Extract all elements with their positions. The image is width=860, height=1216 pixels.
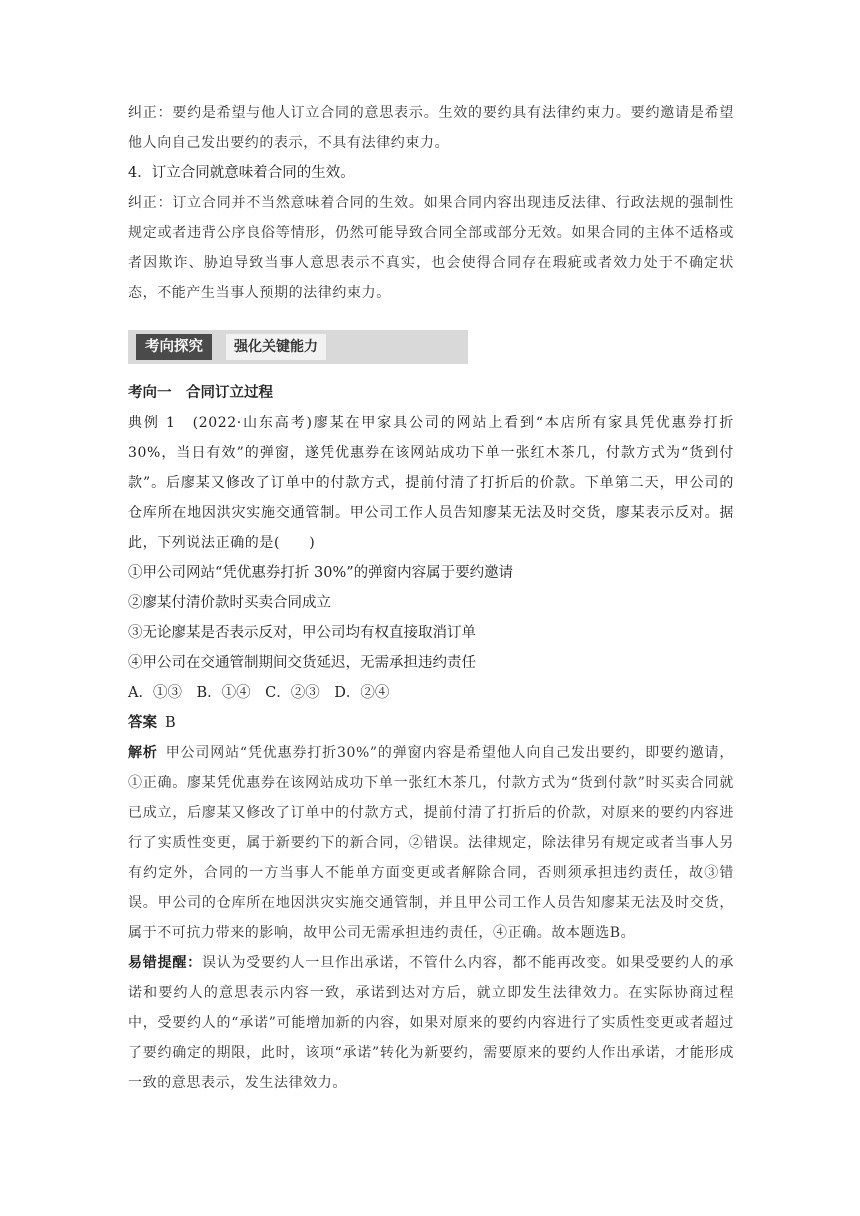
correction-paragraph-1: 纠正：要约是希望与他人订立合同的意思表示。生效的要约具有法律约束力。要约邀请是希望他人向自己发出要约的表示，不具有法律约束力。 [128,105,734,151]
analysis-label: 解析 [128,745,158,761]
correction-paragraph-4: 纠正：订立合同并不当然意味着合同的生效。如果合同内容出现违反法律、行政法规的强制性规定或者违背公序良俗等情形，仍然可能导致合同全部或部分无效。如果合同的主体不适格或者因欺诈、胁迫导致当事人意思表示不真实，也会使得合同存在瑕疵或者效力处于不确定状态，不能产生当事人预期的法律约束力。 [128,195,734,301]
option-4: ④甲公司在交通管制期间交货延迟，无需承担违约责任 [128,655,476,671]
answer-value: B [165,715,176,731]
banner-subtitle: 强化关键能力 [226,334,326,360]
answer-choices: A．①③ B．①④ C．②③ D．②④ [128,685,390,701]
section-banner [128,330,468,364]
misconception-point-4: 4．订立合同就意味着合同的生效。 [128,165,355,181]
example-label: 典例 1 [128,415,176,431]
answer-line [128,708,734,738]
document-page [128,98,734,1098]
option-3: ③无论廖某是否表示反对，甲公司均有权直接取消订单 [128,625,476,641]
example-question [128,408,734,558]
direction-title: 考向一 合同订立过程 [128,385,273,401]
tip-label: 易错提醒： [128,955,202,971]
tip-paragraph [128,948,734,1098]
analysis-paragraph [128,738,734,948]
option-1: ①甲公司网站“凭优惠券打折 30%”的弹窗内容属于要约邀请 [128,565,514,581]
option-2: ②廖某付清价款时买卖合同成立 [128,595,331,611]
tip-text: 误认为受要约人一旦作出承诺，不管什么内容，都不能再改变。如果受要约人的承诺和要约人的意思表示内容一致，承诺到达对方后，就立即发生法律效力。在实际协商过程中，受要约人的“承诺”可能增加新的内容，如果对原来的要约内容进行了实质性变更或者超过了要约确定的期限，此时，该项“承诺”转化为新要约，需要原来的要约人作出承诺，才能形成一致的意思表示，发生法律效力。 [128,955,735,1091]
banner-title: 考向探究 [136,334,212,360]
example-text: (2022·山东高考)廖某在甲家具公司的网站上看到“本店所有家具凭优惠券打折30%，当日有效”的弹窗，遂凭优惠券在该网站成功下单一张红木茶几，付款方式为“货到付款”。后廖某又修改了订单中的付款方式，提前付清了打折后的价款。下单第二天，甲公司的仓库所在地因洪灾实施交通管制。甲公司工作人员告知廖某无法及时交货，廖某表示反对。据此，下列说法正确的是( ) [128,415,734,551]
answer-label: 答案 [128,715,157,731]
analysis-text: 甲公司网站“凭优惠券打折30%”的弹窗内容是希望他人向自己发出要约，即要约邀请，①正确。廖某凭优惠券在该网站成功下单一张红木茶几，付款方式为“货到付款”时买卖合同就已成立，后廖某又修改了订单中的付款方式，提前付清了打折后的价款，对原来的要约内容进行了实质性变更，属于新要约下的新合同，②错误。法律规定，除法律另有规定或者当事人另有约定外，合同的一方当事人不能单方面变更或者解除合同，否则须承担违约责任，故③错误。甲公司的仓库所在地因洪灾实施交通管制，并且甲公司工作人员告知廖某无法及时交货，属于不可抗力带来的影响，故甲公司无需承担违约责任，④正确。故本题选B。 [128,745,734,941]
